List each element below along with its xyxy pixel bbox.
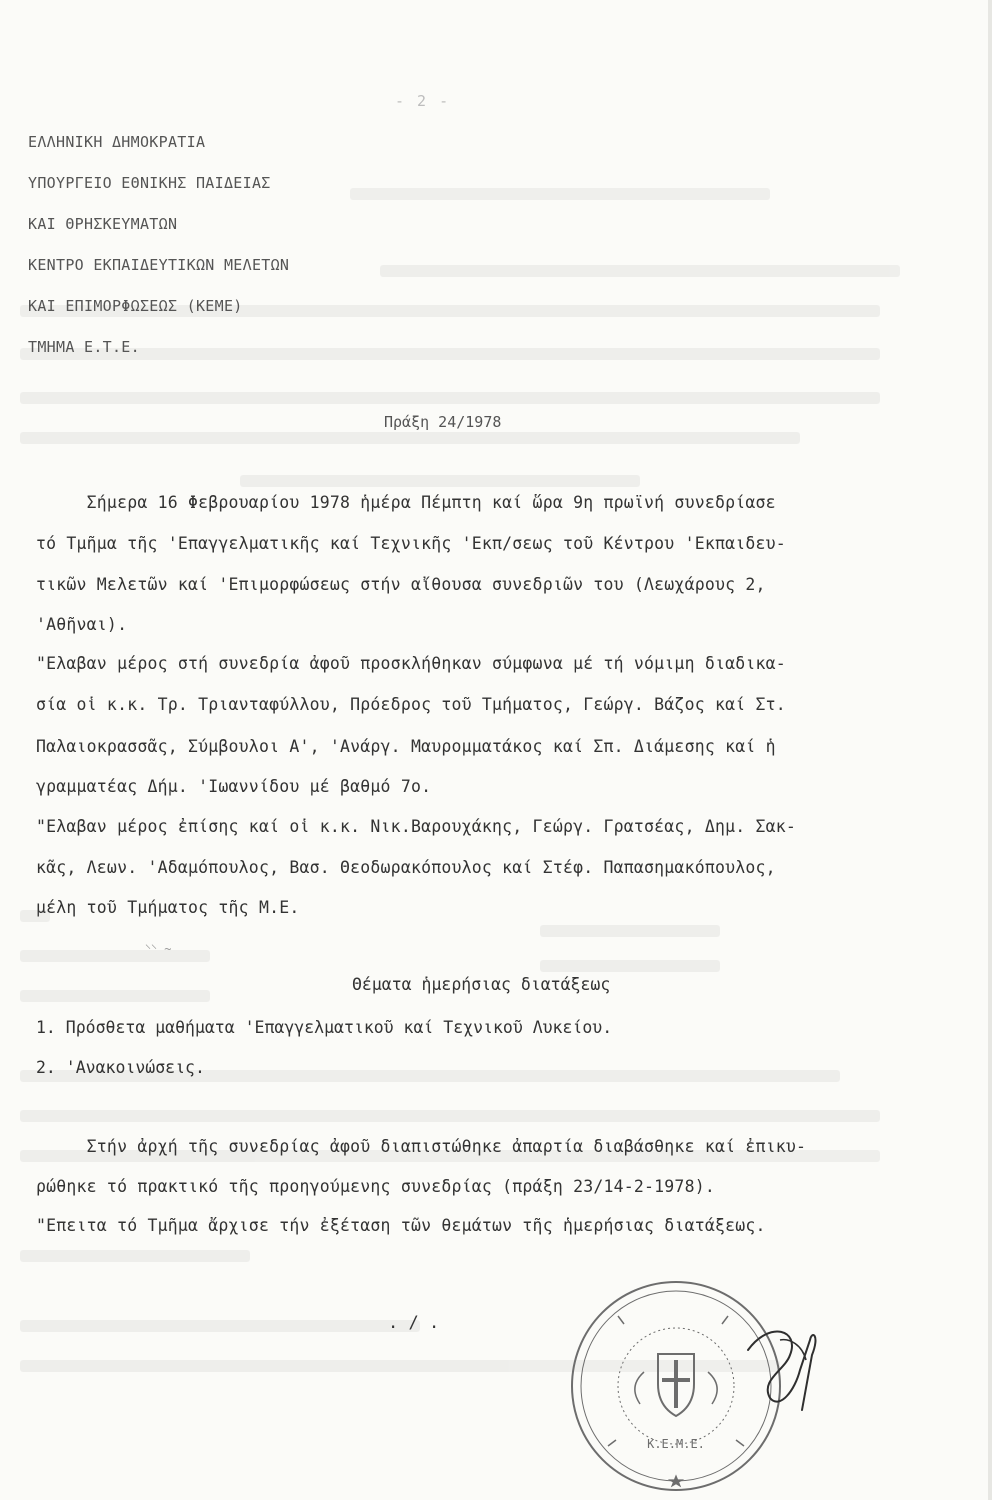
body-line: Σήμερα 16 Φεβρουαρίου 1978 ἡμέρα Πέμπτη καί ὥρα 9η πρωϊνή συνεδρίασε bbox=[36, 493, 776, 512]
letterhead-line: ΚΑΙ ΘΡΗΣΚΕΥΜΑΤΩΝ bbox=[28, 215, 178, 233]
stray-ink-mark: ⸌⸌ ~ bbox=[145, 942, 172, 956]
letterhead-line: ΤΜΗΜΑ Ε.Τ.Ε. bbox=[28, 338, 140, 356]
seal-inner-text: Κ.Ε.Μ.Ε. bbox=[647, 1437, 705, 1451]
proceedings-line: "Επειτα τό Τμῆμα ἄρχισε τήν ἐξέταση τῶν θεμάτων τῆς ἡμερήσιας διατάξεως. bbox=[36, 1216, 766, 1235]
body-line: "Ελαβαν μέρος στή συνεδρία ἀφοῦ προσκλήθηκαν σύμφωνα μέ τή νόμιμη διαδικα- bbox=[36, 654, 786, 673]
scan-edge bbox=[988, 0, 992, 1500]
body-line: γραμματέας Δήμ. 'Ιωαννίδου μέ βαθμό 7ο. bbox=[36, 777, 432, 796]
letterhead-line: ΥΠΟΥΡΓΕΙΟ ΕΘΝΙΚΗΣ ΠΑΙΔΕΙΑΣ bbox=[28, 174, 271, 192]
agenda-item: 1. Πρόσθετα μαθήματα 'Επαγγελματικοῦ καί Τεχνικοῦ Λυκείου. bbox=[36, 1018, 613, 1037]
body-line: μέλη τοῦ Τμήματος τῆς Μ.Ε. bbox=[36, 898, 300, 917]
continuation-mark: . / . bbox=[388, 1313, 440, 1333]
agenda-item: 2. 'Ανακοινώσεις. bbox=[36, 1058, 205, 1077]
body-line: Παλαιοκρασσᾶς, Σύμβουλοι Α', 'Ανάργ. Μαυρομματάκος καί Σπ. Διάμεσης καί ἡ bbox=[36, 737, 776, 756]
body-line: "Ελαβαν μέρος ἐπίσης καί οἱ κ.κ. Νικ.Βαρουχάκης, Γεώργ. Γρατσέας, Δημ. Σακ- bbox=[36, 817, 797, 836]
body-line: κᾶς, Λεων. 'Αδαμόπουλος, Βασ. Θεοδωρακόπουλος καί Στέφ. Παπασημακόπουλος, bbox=[36, 858, 776, 877]
body-line: τικῶν Μελετῶν καί 'Επιμορφώσεως στήν αἴθουσα συνεδριῶν του (Λεωχάρους 2, bbox=[36, 575, 766, 594]
act-title: Πράξη 24/1978 bbox=[384, 413, 502, 431]
page-number: - 2 - bbox=[395, 92, 451, 110]
body-line: τό Τμῆμα τῆς 'Επαγγελματικῆς καί Τεχνικῆς 'Εκπ/σεως τοῦ Κέντρου 'Εκπαιδευ- bbox=[36, 534, 786, 553]
signature bbox=[740, 1310, 830, 1420]
body-line: 'Αθῆναι). bbox=[36, 615, 128, 634]
letterhead-line: ΚΕΝΤΡΟ ΕΚΠΑΙΔΕΥΤΙΚΩΝ ΜΕΛΕΤΩΝ bbox=[28, 256, 290, 274]
letterhead-line: ΚΑΙ ΕΠΙΜΟΡΦΩΣΕΩΣ (ΚΕΜΕ) bbox=[28, 297, 243, 315]
letterhead bbox=[28, 132, 289, 378]
proceedings-line: ρώθηκε τό πρακτικό τῆς προηγούμενης συνεδρίας (πράξη 23/14-2-1978). bbox=[36, 1177, 715, 1196]
agenda-title: Θέματα ἡμερήσιας διατάξεως bbox=[352, 975, 611, 994]
body-line: σία οἱ κ.κ. Τρ. Τριανταφύλλου, Πρόεδρος τοῦ Τμήματος, Γεώργ. Βάζος καί Στ. bbox=[36, 695, 786, 714]
proceedings-line: Στήν ἀρχή τῆς συνεδρίας ἀφοῦ διαπιστώθηκε ἀπαρτία διαβάσθηκε καί ἐπικυ- bbox=[36, 1137, 807, 1156]
letterhead-line: ΕΛΛΗΝΙΚΗ ΔΗΜΟΚΡΑΤΙΑ bbox=[28, 133, 206, 151]
